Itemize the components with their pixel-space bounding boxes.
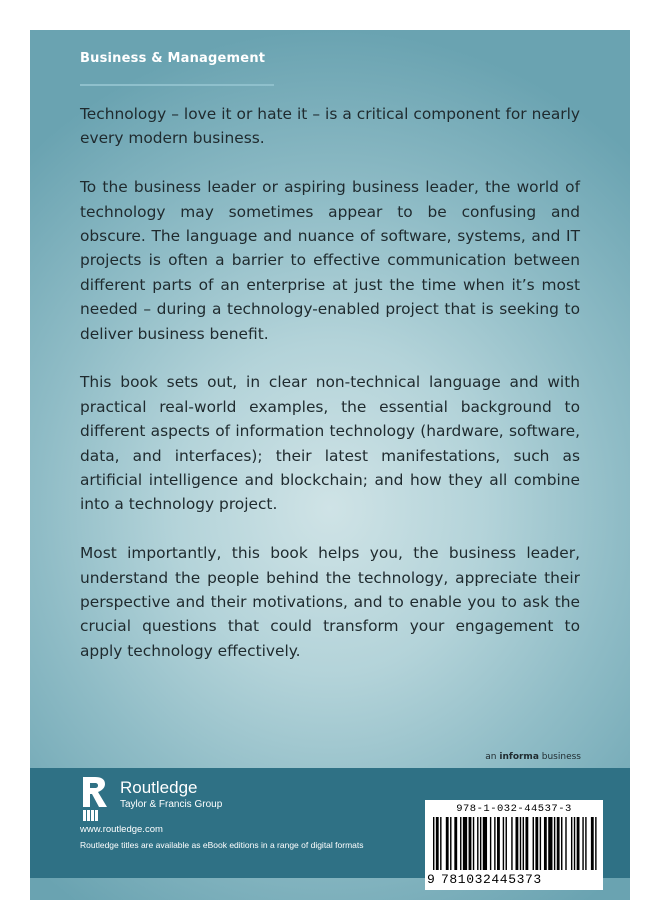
barcode-bar [433, 817, 434, 870]
barcode-bar [540, 817, 541, 870]
blurb [80, 102, 580, 688]
barcode-bar [533, 817, 534, 870]
blurb-paragraph-3: This book sets out, in clear non-technical language and with practical real-world examples, the essential background to different aspects of information technology (hardware, software, data, and interfaces); their latest manifestations, such as artificial intelligence and blockchain; and how they all combine into a technology project. [80, 373, 580, 514]
barcode-bar [557, 817, 560, 870]
barcode-bar [516, 817, 519, 870]
informa-tagline: an informa business [485, 752, 581, 762]
barcode-panel [425, 800, 603, 890]
barcode-bar [535, 817, 538, 870]
ebook-note: Routledge titles are available as eBook editions in a range of digital formats [80, 840, 364, 850]
barcode-bar [595, 817, 596, 870]
barcode-digit-string: 781032445373 [441, 872, 542, 887]
barcode-bar [561, 817, 562, 870]
barcode-bar [477, 817, 478, 870]
barcode-bar [494, 817, 495, 870]
barcode-bar [446, 817, 449, 870]
barcode-bars [433, 817, 598, 870]
barcode-bar [591, 817, 594, 870]
barcode-bar [454, 817, 457, 870]
isbn-text: 978-1-032-44537-3 [456, 803, 572, 815]
barcode-bar [554, 817, 555, 870]
blurb-paragraph-4: Most importantly, this book helps you, the business leader, understand the people behind the technology, appreciate their perspective and their motivations, and to enable you to ask the crucial questions that could transform your engagement to apply technology effectively. [80, 544, 580, 660]
barcode-bar [571, 817, 572, 870]
barcode-bar [520, 817, 521, 870]
barcode-bar [450, 817, 451, 870]
barcode-bar [440, 817, 441, 870]
category-label: Business & Management [80, 51, 266, 66]
barcode-bar [436, 817, 439, 870]
barcode-bar [525, 817, 528, 870]
barcode-bar [497, 817, 500, 870]
barcode-bar [577, 817, 580, 870]
barcode-bar [585, 817, 586, 870]
barcode-bar [490, 817, 491, 870]
barcode-bar [473, 817, 474, 870]
barcode-bar [548, 817, 552, 870]
routledge-logo-icon [80, 777, 108, 821]
barcode-bar [483, 817, 487, 870]
publisher-name: Routledge [120, 778, 198, 797]
barcode-bar [582, 817, 583, 870]
barcode-bar [511, 817, 512, 870]
barcode-bar [463, 817, 467, 870]
barcode-bar [506, 817, 507, 870]
barcode-lead-digit: 9 [427, 872, 436, 887]
blurb-paragraph-2: To the business leader or aspiring business leader, the world of technology may sometimes appear to be confusing and obscure. The language and nuance of software, systems, and IT projects is often a barrier to effective communication between different parts of an enterprise at just the time when it’s most needed – during a technology-enabled project that is seeking to deliver business benefit. [80, 178, 580, 343]
barcode-bar [544, 817, 547, 870]
barcode-bar [503, 817, 504, 870]
barcode-bar [523, 817, 524, 870]
barcode-bar [480, 817, 481, 870]
publisher-url[interactable]: www.routledge.com [80, 824, 163, 835]
barcode-bar [469, 817, 472, 870]
blurb-paragraph-1: Technology – love it or hate it – is a critical component for nearly every modern business. [80, 105, 580, 148]
barcode-bar [565, 817, 566, 870]
barcode-bar [574, 817, 575, 870]
barcode-bar [460, 817, 461, 870]
category-rule [80, 84, 274, 86]
back-cover [30, 30, 630, 900]
publisher-group: Taylor & Francis Group [120, 799, 223, 810]
